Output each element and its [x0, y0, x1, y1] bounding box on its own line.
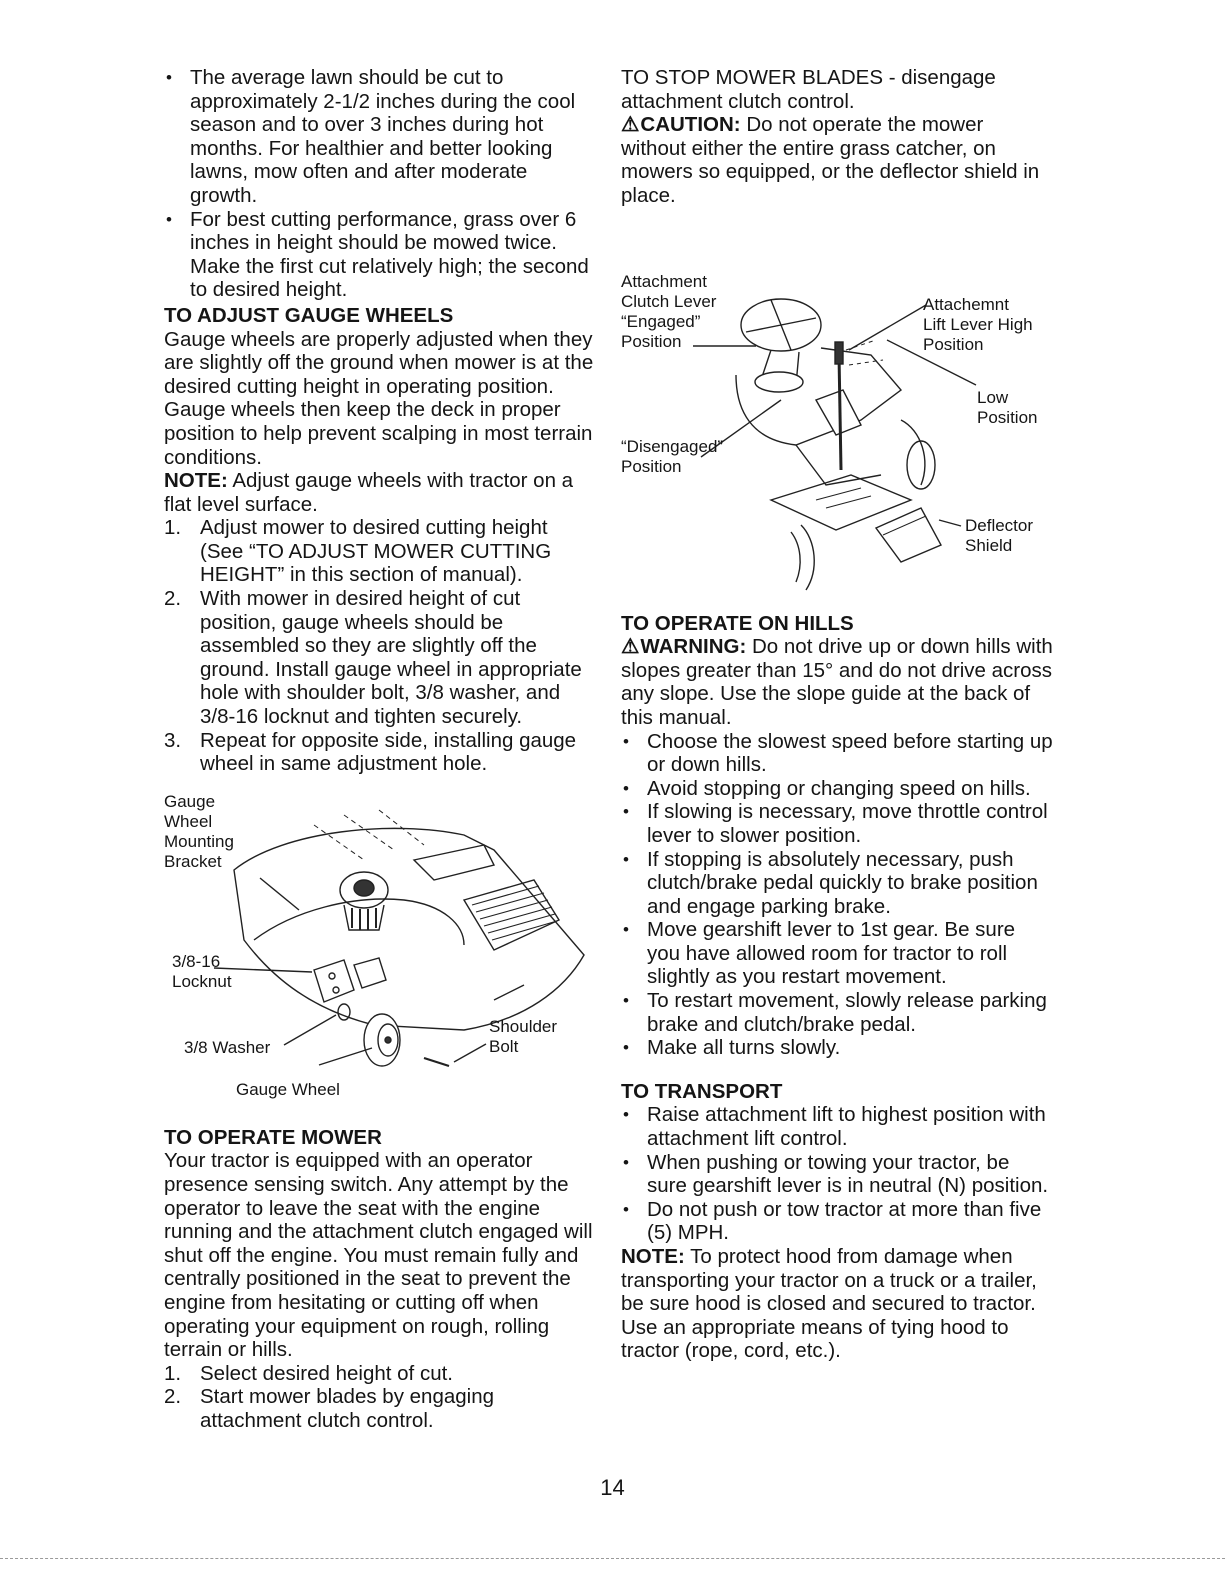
clutch-lever-figure — [621, 270, 1053, 600]
section-heading-transport: TO TRANSPORT — [621, 1079, 783, 1103]
label-clutch-disengaged: “Disengaged” Position — [621, 436, 724, 476]
scan-border — [0, 1558, 1225, 1559]
label-clutch-engaged: Attachment Clutch Lever “Engaged” Position — [621, 271, 717, 351]
note-text: Adjust gauge wheels with tractor on a flat level surface. — [164, 469, 574, 516]
transport-note — [621, 1245, 1053, 1363]
list-item: • To restart movement, slowly release parking brake and clutch/brake pedal. — [621, 989, 1053, 1036]
list-item: • If stopping is absolutely necessary, push clutch/brake pedal quickly to brake position and engage parking brake. — [621, 848, 1053, 919]
transport-list — [621, 1103, 1053, 1245]
warning-block — [621, 635, 1053, 729]
list-item: 1. Adjust mower to desired cutting height (See “TO ADJUST MOWER CUTTING HEIGHT” in this section of manual). — [164, 516, 552, 587]
hills-list — [621, 730, 1053, 1060]
operate-steps-list — [164, 1362, 596, 1433]
label-deflector-shield: Deflector Shield — [965, 515, 1034, 555]
caution-label: CAUTION: — [640, 113, 741, 137]
section-heading-operate-hills: TO OPERATE ON HILLS — [621, 611, 854, 635]
label-shoulder-bolt: Shoulder Bolt — [489, 1016, 558, 1056]
list-item: • Move gearshift lever to 1st gear. Be sure you have allowed room for tractor to roll slightly as you restart movement. — [621, 918, 1053, 989]
note-label: NOTE: — [621, 1245, 685, 1268]
mowing-tips-list — [164, 66, 596, 302]
label-washer: 3/8 Washer — [184, 1037, 271, 1057]
gauge-wheels-paragraph: Gauge wheels are properly adjusted when they are slightly off the ground when mower is at the desired cutting height in operating position. Gauge wheels then keep the deck in proper position to help prevent scalping in most terrain conditions. — [164, 327, 594, 469]
label-lift-lever-high: Attachemnt Lift Lever High Position — [923, 294, 1033, 354]
label-low-position: Low Position — [977, 387, 1038, 427]
list-item: • The average lawn should be cut to approximately 2-1/2 inches during the cool season and to over 3 inches during hot months. For healthier and better looking lawns, mow often and after moderate growth. — [164, 66, 596, 208]
stop-blades-text: TO STOP MOWER BLADES - disengage attachment clutch control. — [621, 66, 996, 113]
list-item: • For best cutting performance, grass over 6 inches in height should be mowed twice. Make the first cut relatively high; the second to desired height. — [164, 208, 596, 302]
list-item: • Do not push or tow tractor at more than five (5) MPH. — [621, 1198, 1053, 1245]
list-item: 2. Start mower blades by engaging attachment clutch control. — [164, 1385, 495, 1432]
warning-label: WARNING: — [640, 635, 747, 659]
gauge-wheel-figure — [164, 790, 596, 1100]
list-item: • Avoid stopping or changing speed on hills. — [621, 777, 1053, 801]
note-text: To protect hood from damage when transporting your tractor on a truck or a trailer, be sure hood is closed and secured to tractor. Use an appropriate means of tying hood to tractor (rope, cord, etc.). — [621, 1245, 1037, 1363]
list-item: • Raise attachment lift to highest position with attachment lift control. — [621, 1103, 1053, 1150]
caution-text: Do not operate the mower without either the entire grass catcher, on mowers so equipped, or the deflector shield in place. — [621, 113, 1040, 207]
list-item: • If slowing is necessary, move throttle control lever to slower position. — [621, 800, 1053, 847]
operate-mower-paragraph: Your tractor is equipped with an operator presence sensing switch. Any attempt by the operator to leave the seat with the engine running and the attachment clutch engaged will shut off the engine. You must remain fully and centrally positioned in the seat to prevent the engine from hesitating or cutting off when operating your equipment on rough, rolling terrain or hills. — [164, 1149, 593, 1362]
warning-text: Do not drive up or down hills with slopes greater than 15° and do not drive across any slope. Use the slope guide at the back of this manual. — [621, 635, 1053, 729]
right-column — [621, 66, 1053, 1363]
gauge-steps-list — [164, 516, 596, 776]
section-heading-operate-mower: TO OPERATE MOWER — [164, 1125, 382, 1149]
left-column — [164, 66, 596, 1433]
list-item: 2. With mower in desired height of cut position, gauge wheels should be assembled so they are slightly off the ground. Install gauge wheel in appropriate hole with shoulder bolt, 3/8 washer, and 3/8-16 locknut and tighten securely. — [164, 587, 582, 729]
label-gauge-wheel: Gauge Wheel — [236, 1079, 340, 1099]
gauge-note — [164, 469, 596, 516]
label-gauge-wheel-mounting-bracket: Gauge Wheel Mounting Bracket — [164, 791, 234, 871]
page-number: 14 — [600, 1475, 625, 1500]
list-item: • When pushing or towing your tractor, be sure gearshift lever is in neutral (N) position. — [621, 1151, 1053, 1198]
list-item: • Choose the slowest speed before starting up or down hills. — [621, 730, 1053, 777]
warning-triangle-icon: ⚠ — [621, 113, 640, 137]
caution-block — [621, 113, 1053, 207]
warning-triangle-icon: ⚠ — [621, 635, 640, 659]
note-label: NOTE: — [164, 469, 228, 493]
label-locknut: 3/8-16 Locknut — [172, 951, 232, 991]
section-heading-gauge-wheels: TO ADJUST GAUGE WHEELS — [164, 303, 454, 327]
list-item: 3. Repeat for opposite side, installing gauge wheel in same adjustment hole. — [164, 728, 577, 776]
list-item: 1. Select desired height of cut. — [164, 1361, 453, 1385]
list-item: • Make all turns slowly. — [621, 1036, 1053, 1060]
